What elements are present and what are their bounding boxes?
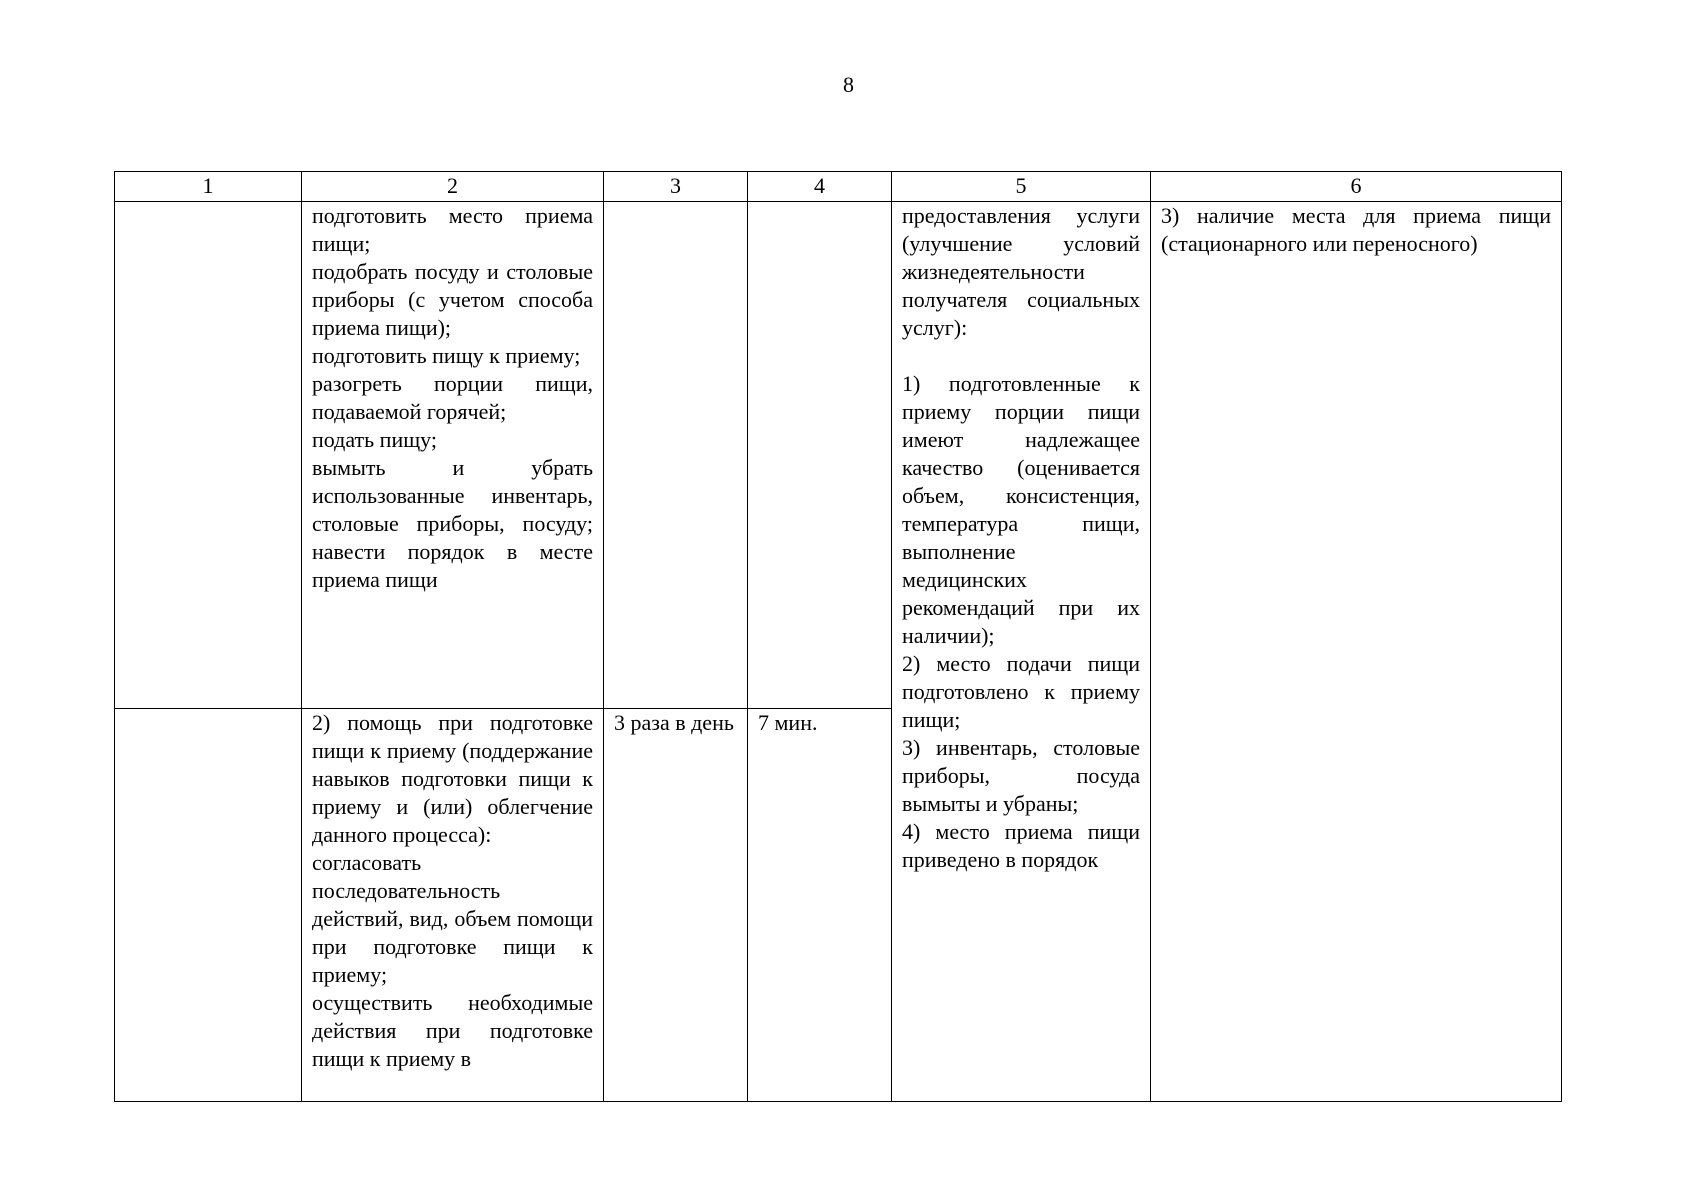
header-row xyxy=(115,172,1562,202)
services-table xyxy=(114,171,1562,1102)
column-header-2: 2 xyxy=(302,172,604,202)
row1-service-actions-cell: подготовить место приема пищи; подобрать посуду и столовые приборы (с учетом способа приема пищи); подготовить пищу к приему; разогреть порции пищи, подаваемой горячей; подать пищу; вымыть и убрать использованные инвентарь, столовые приборы, посуду; навести порядок в месте приема пищи xyxy=(302,202,604,709)
column-header-5: 5 xyxy=(892,172,1151,202)
row1-col3-cell xyxy=(604,202,748,709)
table-row xyxy=(115,202,1562,709)
column-header-4: 4 xyxy=(748,172,892,202)
row2-service-actions-cell: 2) помощь при подготовке пищи к приему (поддержание навыков подготовки пищи к приему и (или) облегчение данного процесса): согласовать последовательность действий, вид, объем помощи при подготовке пищи к приему; осуществить необходимые действия при подготовке пищи к приему в xyxy=(302,709,604,1102)
column-header-6: 6 xyxy=(1151,172,1562,202)
column-header-3: 3 xyxy=(604,172,748,202)
quality-indicators-cell: предоставления услуги (улучшение условий жизнедеятельности получателя социальных услуг): 1) подготовленные к приему порции пищи имеют надлежащее качество (оценивается объем, консистенция, температура пищи, выполнение медицинских рекомендаций при их наличии); 2) место подачи пищи подготовлено к приему пищи; 3) инвентарь, столовые приборы, посуда вымыты и убраны; 4) место приема пищи приведено в порядок xyxy=(892,202,1151,1102)
row1-col4-cell xyxy=(748,202,892,709)
row1-col1-cell xyxy=(115,202,302,709)
page-number: 8 xyxy=(843,72,854,97)
row2-col1-cell xyxy=(115,709,302,1102)
row2-duration-cell: 7 мин. xyxy=(748,709,892,1102)
column-header-1: 1 xyxy=(115,172,302,202)
conditions-cell: 3) наличие места для приема пищи (стационарного или переносного) xyxy=(1151,202,1562,1102)
row2-frequency-cell: 3 раза в день xyxy=(604,709,748,1102)
